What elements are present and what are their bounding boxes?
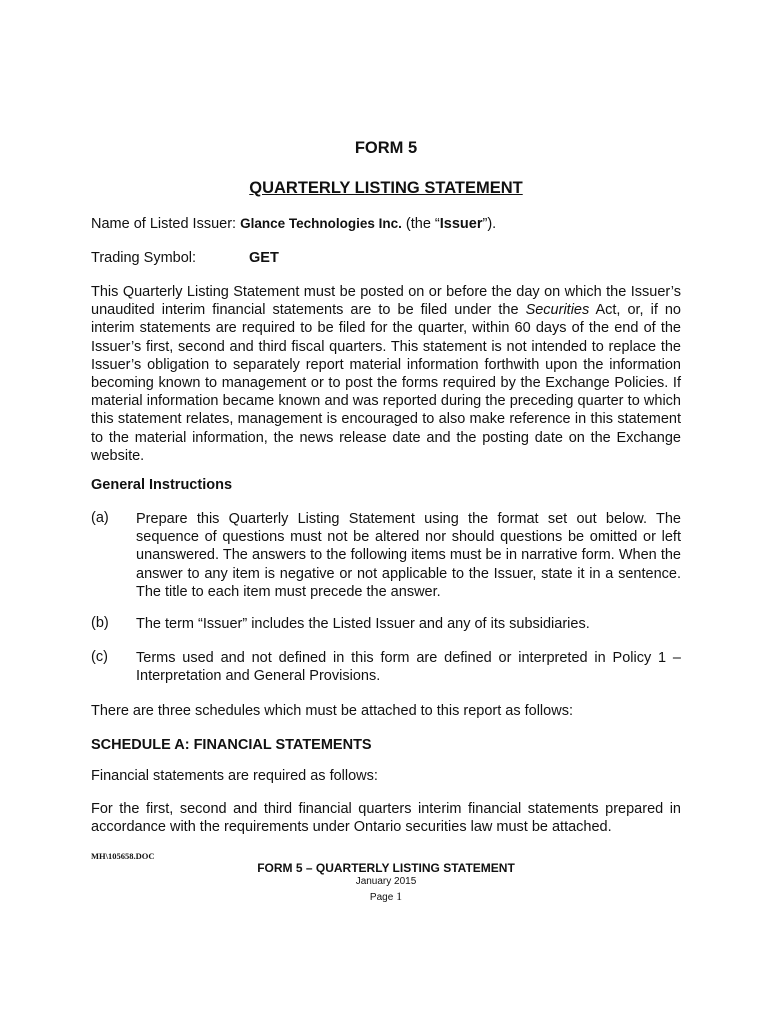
page-number: [91, 889, 681, 904]
trading-symbol-line: [91, 250, 279, 266]
instruction-label-a: (a): [91, 510, 109, 526]
schedules-note: There are three schedules which must be attached to this report as follows:: [91, 703, 573, 719]
intro-text-2: Act, or, if no interim statements are required to be filed for the quarter, within 60 days of the end of the Issuer’s first, second and third fiscal quarters. This statement is not intended to replace the Issuer’s obligation to separately report material information forthwith upon the information becoming known to management or to post the forms required by the Exchange Policies. If material information became known and was reported during the preceding quarter to which this statement relates, management is encouraged to also make reference in this statement to the material information, the news release date and the posting date on the Exchange website.: [91, 302, 681, 464]
page-number-value: 1: [396, 889, 403, 903]
intro-italic: Securities: [525, 302, 590, 319]
form-title: FORM 5: [354, 139, 418, 157]
financial-statements-line: Financial statements are required as follows:: [91, 768, 378, 784]
intro-text-1: This Quarterly Listing Statement must be posted on or before the day on which the Issuer’s unaudited interim financial statements are to be filed under the: [91, 284, 681, 319]
trading-symbol-label: Trading Symbol:: [91, 250, 197, 266]
financial-statements-paragraph: For the first, second and third financial quarters interim financial statements prepared in accordance with the requirements under Ontario securities law must be attached.: [91, 801, 681, 836]
issuer-suffix-open: (the “: [401, 216, 440, 232]
issuer-suffix-close: ”).: [482, 216, 497, 232]
footer-date: January 2015: [355, 876, 417, 887]
footer-title: FORM 5 – QUARTERLY LISTING STATEMENT: [257, 861, 515, 875]
general-instructions-heading: General Instructions: [91, 477, 233, 493]
trading-symbol-value: GET: [249, 250, 279, 266]
document-page: [91, 0, 681, 1024]
instruction-text-c: Terms used and not defined in this form are defined or interpreted in Policy 1 – Interpretation and General Provisions.: [136, 650, 681, 685]
instruction-label-b: (b): [91, 615, 109, 631]
page-label: Page: [369, 892, 397, 903]
schedule-a-heading: SCHEDULE A: FINANCIAL STATEMENTS: [91, 737, 372, 753]
instruction-text-a: Prepare this Quarterly Listing Statement using the format set out below. The sequence of questions must not be altered nor should questions be omitted or left unanswered. The answers to the following items must be in narrative form. When the answer to any item is negative or not applicable to the Issuer, state it in a sentence. The title to each item must precede the answer.: [136, 511, 681, 600]
document-reference: MH\105658.DOC: [91, 851, 155, 861]
document-title: QUARTERLY LISTING STATEMENT: [249, 179, 523, 197]
issuer-name: Glance Technologies Inc.: [240, 216, 402, 231]
intro-paragraph: [91, 283, 681, 465]
issuer-label: Name of Listed Issuer:: [91, 216, 241, 232]
instruction-text-b: The term “Issuer” includes the Listed Issuer and any of its subsidiaries.: [136, 616, 590, 632]
issuer-term: Issuer: [439, 216, 483, 232]
instruction-label-c: (c): [91, 649, 108, 665]
issuer-line: [91, 216, 496, 232]
